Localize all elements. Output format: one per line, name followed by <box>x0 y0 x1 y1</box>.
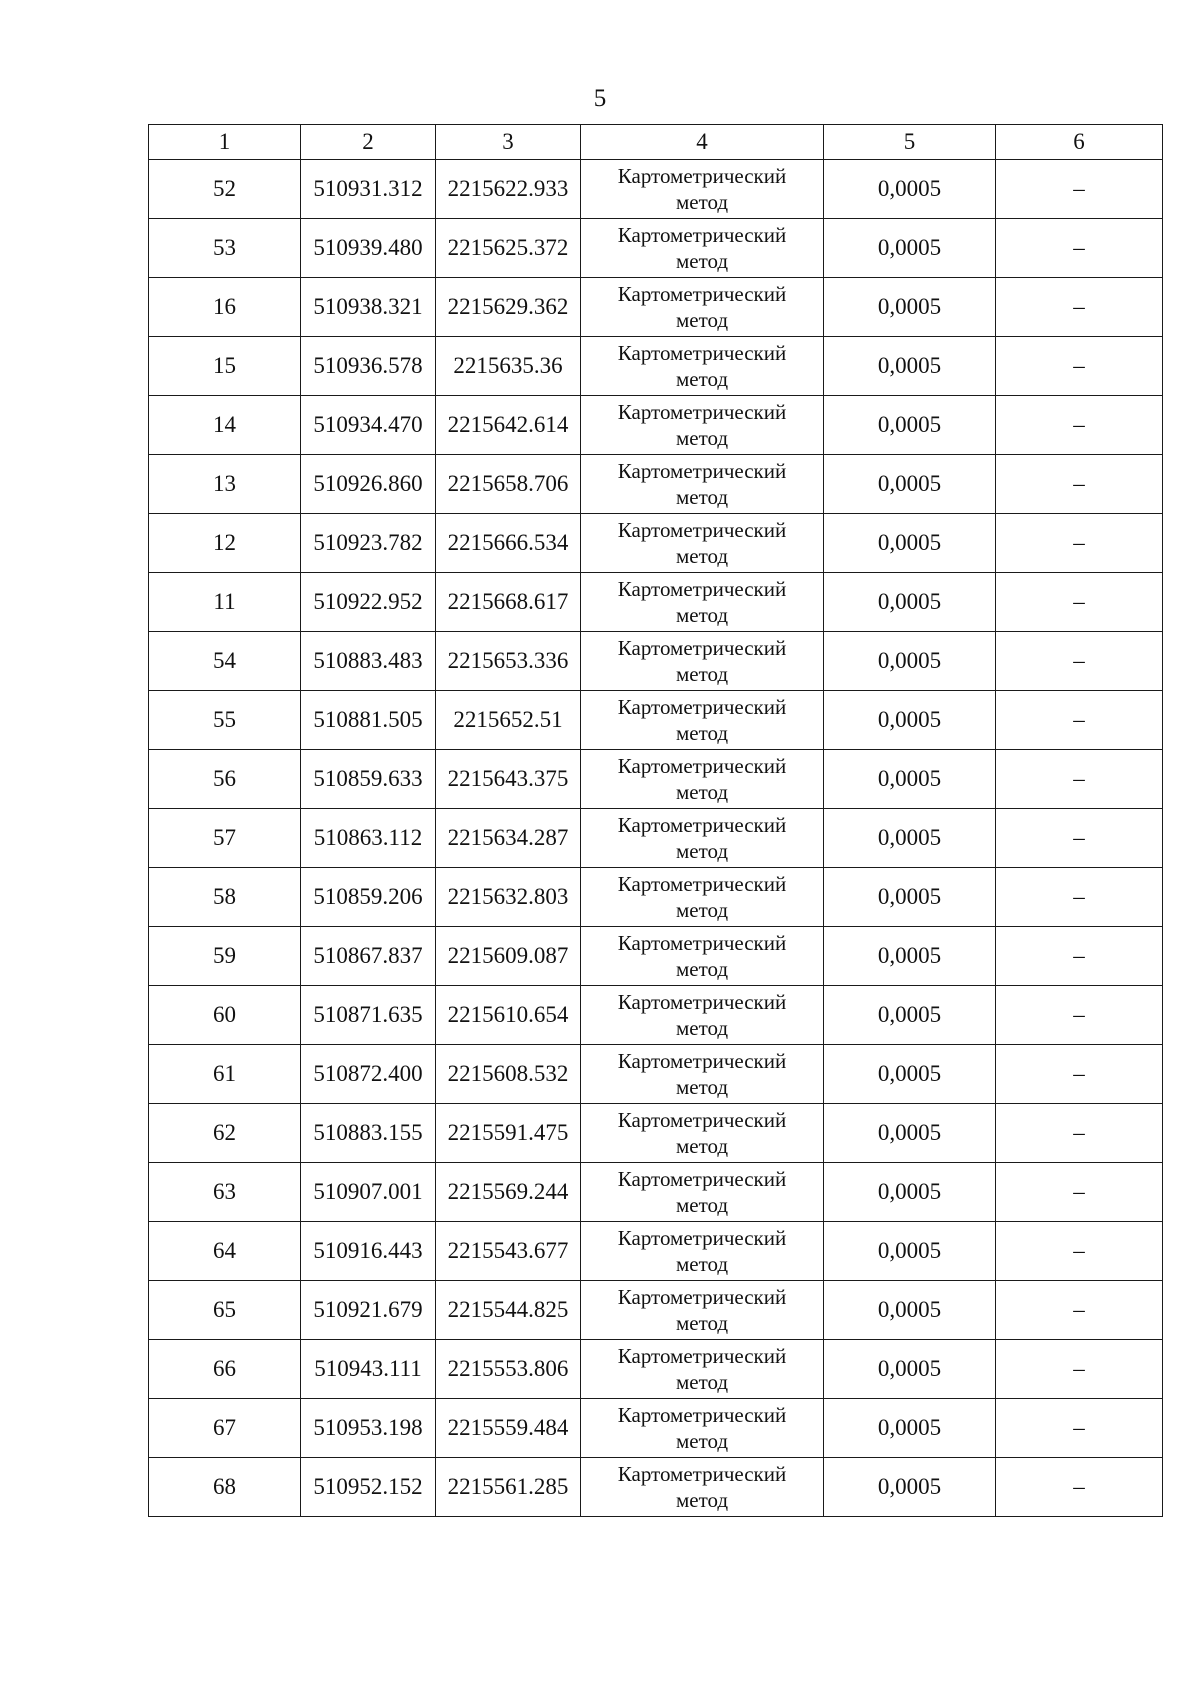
table-row <box>149 1340 1163 1399</box>
accuracy-cell: 0,0005 <box>824 1281 996 1340</box>
method-cell <box>581 1222 824 1281</box>
point-number-cell: 11 <box>149 573 301 632</box>
y-coordinate-cell: 2215652.51 <box>436 691 581 750</box>
note-cell: – <box>996 1222 1163 1281</box>
table-row <box>149 927 1163 986</box>
accuracy-cell: 0,0005 <box>824 1045 996 1104</box>
table-row <box>149 986 1163 1045</box>
point-number-cell: 60 <box>149 986 301 1045</box>
note-cell: – <box>996 1399 1163 1458</box>
note-cell: – <box>996 337 1163 396</box>
note-cell: – <box>996 1104 1163 1163</box>
table-row <box>149 632 1163 691</box>
method-cell <box>581 1281 824 1340</box>
y-coordinate-cell: 2215625.372 <box>436 219 581 278</box>
table-row <box>149 514 1163 573</box>
x-coordinate-cell: 510883.155 <box>301 1104 436 1163</box>
accuracy-cell: 0,0005 <box>824 278 996 337</box>
method-line-1: Картометрический <box>617 223 787 247</box>
method-cell <box>581 691 824 750</box>
x-coordinate-cell: 510867.837 <box>301 927 436 986</box>
method-cell <box>581 1340 824 1399</box>
x-coordinate-cell: 510936.578 <box>301 337 436 396</box>
note-cell: – <box>996 809 1163 868</box>
method-line-1: Картометрический <box>617 459 787 483</box>
table-row <box>149 1163 1163 1222</box>
note-cell: – <box>996 927 1163 986</box>
method-line-1: Картометрический <box>617 1462 787 1486</box>
y-coordinate-cell: 2215668.617 <box>436 573 581 632</box>
note-cell: – <box>996 1340 1163 1399</box>
method-line-1: Картометрический <box>617 341 787 365</box>
point-number-cell: 16 <box>149 278 301 337</box>
method-cell <box>581 573 824 632</box>
header-cell-3: 3 <box>436 125 581 160</box>
x-coordinate-cell: 510923.782 <box>301 514 436 573</box>
method-line-2: метод <box>675 190 729 214</box>
method-cell <box>581 278 824 337</box>
point-number-cell: 67 <box>149 1399 301 1458</box>
accuracy-cell: 0,0005 <box>824 337 996 396</box>
method-line-1: Картометрический <box>617 931 787 955</box>
method-line-2: метод <box>675 898 729 922</box>
method-line-2: метод <box>675 1075 729 1099</box>
method-line-2: метод <box>675 367 729 391</box>
y-coordinate-cell: 2215591.475 <box>436 1104 581 1163</box>
accuracy-cell: 0,0005 <box>824 868 996 927</box>
x-coordinate-cell: 510938.321 <box>301 278 436 337</box>
header-cell-6: 6 <box>996 125 1163 160</box>
accuracy-cell: 0,0005 <box>824 809 996 868</box>
y-coordinate-cell: 2215610.654 <box>436 986 581 1045</box>
x-coordinate-cell: 510921.679 <box>301 1281 436 1340</box>
y-coordinate-cell: 2215622.933 <box>436 160 581 219</box>
point-number-cell: 63 <box>149 1163 301 1222</box>
point-number-cell: 56 <box>149 750 301 809</box>
note-cell: – <box>996 219 1163 278</box>
accuracy-cell: 0,0005 <box>824 750 996 809</box>
method-line-2: метод <box>675 780 729 804</box>
method-line-1: Картометрический <box>617 872 787 896</box>
point-number-cell: 53 <box>149 219 301 278</box>
note-cell: – <box>996 1045 1163 1104</box>
accuracy-cell: 0,0005 <box>824 219 996 278</box>
method-line-2: метод <box>675 1429 729 1453</box>
x-coordinate-cell: 510926.860 <box>301 455 436 514</box>
accuracy-cell: 0,0005 <box>824 691 996 750</box>
method-cell <box>581 750 824 809</box>
header-cell-2: 2 <box>301 125 436 160</box>
method-cell <box>581 455 824 514</box>
x-coordinate-cell: 510883.483 <box>301 632 436 691</box>
y-coordinate-cell: 2215634.287 <box>436 809 581 868</box>
accuracy-cell: 0,0005 <box>824 160 996 219</box>
method-cell <box>581 927 824 986</box>
point-number-cell: 55 <box>149 691 301 750</box>
point-number-cell: 66 <box>149 1340 301 1399</box>
accuracy-cell: 0,0005 <box>824 1104 996 1163</box>
page-number: 5 <box>593 85 607 112</box>
x-coordinate-cell: 510943.111 <box>301 1340 436 1399</box>
method-line-1: Картометрический <box>617 518 787 542</box>
method-line-1: Картометрический <box>617 636 787 660</box>
y-coordinate-cell: 2215666.534 <box>436 514 581 573</box>
coordinates-table <box>148 124 1163 1517</box>
accuracy-cell: 0,0005 <box>824 1222 996 1281</box>
accuracy-cell: 0,0005 <box>824 455 996 514</box>
note-cell: – <box>996 1281 1163 1340</box>
method-line-2: метод <box>675 721 729 745</box>
y-coordinate-cell: 2215643.375 <box>436 750 581 809</box>
method-line-2: метод <box>675 662 729 686</box>
table-row <box>149 1458 1163 1517</box>
point-number-cell: 61 <box>149 1045 301 1104</box>
method-line-2: метод <box>675 1370 729 1394</box>
x-coordinate-cell: 510872.400 <box>301 1045 436 1104</box>
point-number-cell: 57 <box>149 809 301 868</box>
x-coordinate-cell: 510953.198 <box>301 1399 436 1458</box>
note-cell: – <box>996 1163 1163 1222</box>
method-line-1: Картометрический <box>617 577 787 601</box>
accuracy-cell: 0,0005 <box>824 1458 996 1517</box>
note-cell: – <box>996 396 1163 455</box>
method-cell <box>581 1399 824 1458</box>
table-row <box>149 1104 1163 1163</box>
table-row <box>149 868 1163 927</box>
note-cell: – <box>996 278 1163 337</box>
method-line-1: Картометрический <box>617 813 787 837</box>
x-coordinate-cell: 510871.635 <box>301 986 436 1045</box>
x-coordinate-cell: 510916.443 <box>301 1222 436 1281</box>
accuracy-cell: 0,0005 <box>824 986 996 1045</box>
table-row <box>149 691 1163 750</box>
method-line-2: метод <box>675 1134 729 1158</box>
point-number-cell: 64 <box>149 1222 301 1281</box>
note-cell: – <box>996 573 1163 632</box>
method-cell <box>581 1045 824 1104</box>
method-cell <box>581 1104 824 1163</box>
table-row <box>149 1399 1163 1458</box>
point-number-cell: 59 <box>149 927 301 986</box>
y-coordinate-cell: 2215629.362 <box>436 278 581 337</box>
method-line-2: метод <box>675 249 729 273</box>
point-number-cell: 65 <box>149 1281 301 1340</box>
table-row <box>149 1281 1163 1340</box>
accuracy-cell: 0,0005 <box>824 573 996 632</box>
method-line-2: метод <box>675 308 729 332</box>
y-coordinate-cell: 2215544.825 <box>436 1281 581 1340</box>
method-cell <box>581 337 824 396</box>
y-coordinate-cell: 2215609.087 <box>436 927 581 986</box>
method-cell <box>581 160 824 219</box>
table-row <box>149 219 1163 278</box>
method-line-2: метод <box>675 1016 729 1040</box>
method-line-1: Картометрический <box>617 1285 787 1309</box>
point-number-cell: 68 <box>149 1458 301 1517</box>
method-cell <box>581 396 824 455</box>
accuracy-cell: 0,0005 <box>824 1399 996 1458</box>
y-coordinate-cell: 2215543.677 <box>436 1222 581 1281</box>
note-cell: – <box>996 986 1163 1045</box>
header-cell-5: 5 <box>824 125 996 160</box>
table-row <box>149 278 1163 337</box>
point-number-cell: 15 <box>149 337 301 396</box>
method-cell <box>581 986 824 1045</box>
method-line-1: Картометрический <box>617 1226 787 1250</box>
accuracy-cell: 0,0005 <box>824 514 996 573</box>
header-cell-1: 1 <box>149 125 301 160</box>
table-row <box>149 1045 1163 1104</box>
table-row <box>149 337 1163 396</box>
y-coordinate-cell: 2215608.532 <box>436 1045 581 1104</box>
method-line-1: Картометрический <box>617 1108 787 1132</box>
method-line-2: метод <box>675 544 729 568</box>
method-cell <box>581 514 824 573</box>
accuracy-cell: 0,0005 <box>824 1163 996 1222</box>
note-cell: – <box>996 632 1163 691</box>
table-row <box>149 573 1163 632</box>
method-line-1: Картометрический <box>617 695 787 719</box>
method-cell <box>581 809 824 868</box>
method-line-2: метод <box>675 1488 729 1512</box>
point-number-cell: 54 <box>149 632 301 691</box>
point-number-cell: 14 <box>149 396 301 455</box>
note-cell: – <box>996 1458 1163 1517</box>
accuracy-cell: 0,0005 <box>824 632 996 691</box>
y-coordinate-cell: 2215559.484 <box>436 1399 581 1458</box>
method-line-2: метод <box>675 1311 729 1335</box>
point-number-cell: 62 <box>149 1104 301 1163</box>
table-row <box>149 160 1163 219</box>
header-row <box>149 125 1163 160</box>
method-line-1: Картометрический <box>617 164 787 188</box>
method-line-1: Картометрический <box>617 1403 787 1427</box>
accuracy-cell: 0,0005 <box>824 396 996 455</box>
method-line-2: метод <box>675 485 729 509</box>
y-coordinate-cell: 2215632.803 <box>436 868 581 927</box>
method-line-1: Картометрический <box>617 990 787 1014</box>
x-coordinate-cell: 510939.480 <box>301 219 436 278</box>
note-cell: – <box>996 868 1163 927</box>
y-coordinate-cell: 2215635.36 <box>436 337 581 396</box>
note-cell: – <box>996 691 1163 750</box>
x-coordinate-cell: 510922.952 <box>301 573 436 632</box>
table-row <box>149 396 1163 455</box>
point-number-cell: 13 <box>149 455 301 514</box>
note-cell: – <box>996 750 1163 809</box>
y-coordinate-cell: 2215561.285 <box>436 1458 581 1517</box>
point-number-cell: 52 <box>149 160 301 219</box>
method-line-2: метод <box>675 1252 729 1276</box>
y-coordinate-cell: 2215569.244 <box>436 1163 581 1222</box>
method-cell <box>581 1458 824 1517</box>
x-coordinate-cell: 510931.312 <box>301 160 436 219</box>
y-coordinate-cell: 2215658.706 <box>436 455 581 514</box>
method-cell <box>581 868 824 927</box>
header-cell-4: 4 <box>581 125 824 160</box>
method-cell <box>581 632 824 691</box>
method-cell <box>581 219 824 278</box>
x-coordinate-cell: 510934.470 <box>301 396 436 455</box>
table-body <box>149 125 1163 1517</box>
x-coordinate-cell: 510907.001 <box>301 1163 436 1222</box>
method-line-1: Картометрический <box>617 1049 787 1073</box>
method-line-1: Картометрический <box>617 1344 787 1368</box>
y-coordinate-cell: 2215553.806 <box>436 1340 581 1399</box>
x-coordinate-cell: 510859.633 <box>301 750 436 809</box>
method-line-2: метод <box>675 603 729 627</box>
method-line-1: Картометрический <box>617 400 787 424</box>
accuracy-cell: 0,0005 <box>824 1340 996 1399</box>
method-line-1: Картометрический <box>617 1167 787 1191</box>
table-row <box>149 1222 1163 1281</box>
y-coordinate-cell: 2215642.614 <box>436 396 581 455</box>
x-coordinate-cell: 510881.505 <box>301 691 436 750</box>
method-line-2: метод <box>675 839 729 863</box>
method-line-1: Картометрический <box>617 754 787 778</box>
x-coordinate-cell: 510859.206 <box>301 868 436 927</box>
accuracy-cell: 0,0005 <box>824 927 996 986</box>
table-row <box>149 750 1163 809</box>
method-cell <box>581 1163 824 1222</box>
x-coordinate-cell: 510863.112 <box>301 809 436 868</box>
table-row <box>149 809 1163 868</box>
method-line-2: метод <box>675 957 729 981</box>
point-number-cell: 58 <box>149 868 301 927</box>
method-line-2: метод <box>675 1193 729 1217</box>
y-coordinate-cell: 2215653.336 <box>436 632 581 691</box>
x-coordinate-cell: 510952.152 <box>301 1458 436 1517</box>
note-cell: – <box>996 160 1163 219</box>
method-line-2: метод <box>675 426 729 450</box>
note-cell: – <box>996 455 1163 514</box>
table-row <box>149 455 1163 514</box>
point-number-cell: 12 <box>149 514 301 573</box>
note-cell: – <box>996 514 1163 573</box>
method-line-1: Картометрический <box>617 282 787 306</box>
